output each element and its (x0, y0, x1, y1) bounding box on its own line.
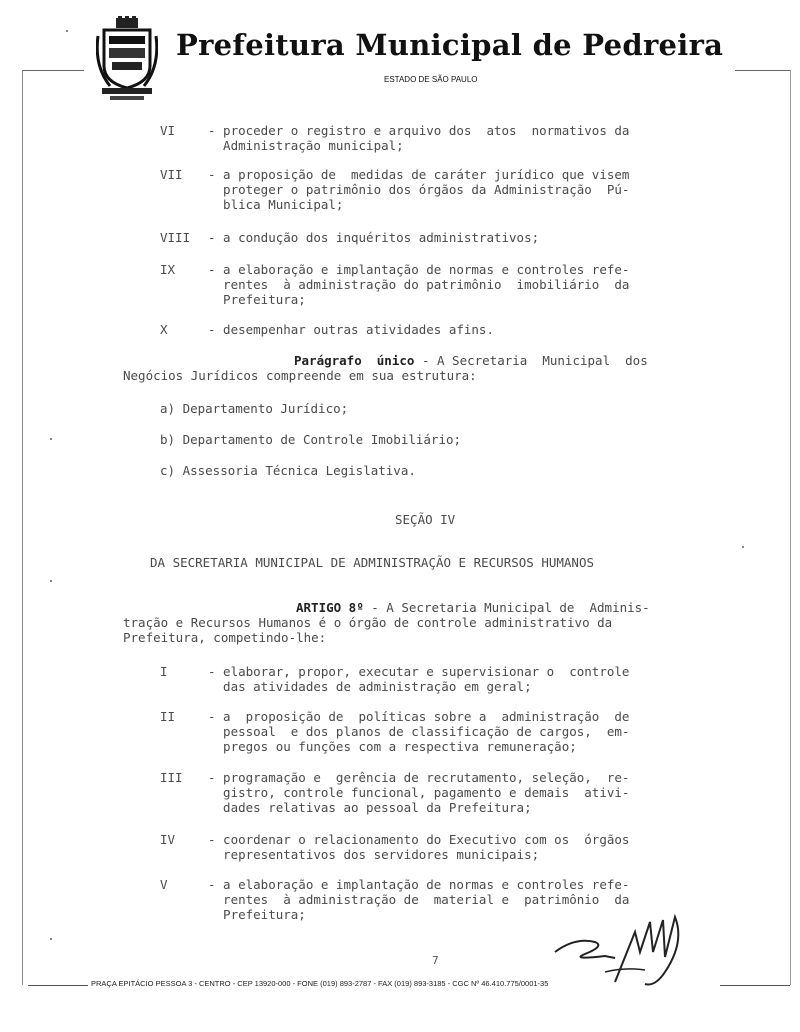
article-line: tração e Recursos Humanos é o órgão de controle administrativo da (123, 615, 613, 630)
item-line: - a proposição de políticas sobre a administração de (208, 709, 630, 724)
item-line: pessoal e dos planos de classificação de cargos, em- (208, 724, 630, 739)
item-number: III (160, 770, 183, 785)
item-line: - proceder o registro e arquivo dos atos normativos da (208, 123, 630, 138)
item-line: pregos ou funções com a respectiva remuneração; (208, 739, 577, 754)
item-line: proteger o patrimônio dos órgãos da Administração Pú- (208, 182, 630, 197)
item-line: Prefeitura; (208, 907, 306, 922)
scan-speck (50, 438, 52, 440)
paragraph-line: Negócios Jurídicos compreende em sua estrutura: (123, 368, 477, 383)
paragraph-line (294, 353, 648, 368)
sub-item: c) Assessoria Técnica Legislativa. (160, 463, 416, 478)
item-line: gistro, controle funcional, pagamento e demais ativi- (208, 785, 630, 800)
header-rule-left (22, 70, 84, 71)
item-number: IX (160, 262, 176, 277)
scan-speck (50, 580, 52, 582)
item-number: VIII (160, 230, 191, 245)
item-line: rentes à administração de material e patrimônio da (208, 892, 630, 907)
sub-item: a) Departamento Jurídico; (160, 401, 349, 416)
item-line: blica Municipal; (208, 197, 344, 212)
header-rule-right (735, 70, 790, 71)
item-number: X (160, 322, 168, 337)
coat-of-arms-icon (96, 16, 158, 102)
section-label: SEÇÃO IV (395, 512, 456, 527)
item-line: representativos dos servidores municipais; (208, 847, 540, 862)
item-number: I (160, 664, 168, 679)
item-line: - a elaboração e implantação de normas e controles refe- (208, 877, 630, 892)
item-line: - programação e gerência de recrutamento, seleção, re- (208, 770, 630, 785)
scan-speck (50, 938, 52, 940)
item-number: VII (160, 167, 183, 182)
item-line: rentes à administração do patrimônio imobiliário da (208, 277, 630, 292)
item-line: das atividades de administração em geral; (208, 679, 532, 694)
item-line: dades relativas ao pessoal da Prefeitura; (208, 800, 532, 815)
item-line: - elaborar, propor, executar e supervisionar o controle (208, 664, 630, 679)
article-line: Prefeitura, competindo-lhe: (123, 630, 327, 645)
item-line: - coordenar o relacionamento do Executivo com os órgãos (208, 832, 630, 847)
frame-rule-left (22, 70, 23, 985)
item-number: IV (160, 832, 176, 847)
signature-icon (545, 912, 695, 992)
frame-rule-right (790, 70, 791, 985)
paragraph-lead: Parágrafo único (294, 353, 415, 368)
scan-speck (66, 30, 68, 32)
page-number: 7 (432, 954, 439, 967)
item-number: V (160, 877, 168, 892)
item-line: - a condução dos inquéritos administrativos; (208, 230, 540, 245)
item-line: - desempenhar outras atividades afins. (208, 322, 494, 337)
item-line: - a elaboração e implantação de normas e controles refe- (208, 262, 630, 277)
page-title: Prefeitura Municipal de Pedreira (176, 28, 724, 62)
article-rest: - A Secretaria Municipal de Adminis- (363, 600, 650, 615)
page-subtitle: ESTADO DE SÃO PAULO (384, 75, 478, 84)
footer-address: PRAÇA EPITÁCIO PESSOA 3 - CENTRO - CEP 13920-000 - FONE (019) 893-2787 - FAX (019) 893-3185 - CGC Nº 46.410.775/0001-35 (88, 979, 551, 988)
footer-rule-left (28, 985, 88, 986)
item-line: Administração municipal; (208, 138, 404, 153)
footer-rule-right (720, 985, 790, 986)
scan-speck (742, 546, 744, 548)
section-heading: DA SECRETARIA MUNICIPAL DE ADMINISTRAÇÃO E RECURSOS HUMANOS (150, 555, 595, 570)
item-line: Prefeitura; (208, 292, 306, 307)
paragraph-rest: - A Secretaria Municipal dos (414, 353, 648, 368)
item-number: II (160, 709, 176, 724)
item-line: - a proposição de medidas de caráter jurídico que visem (208, 167, 630, 182)
article-line (296, 600, 650, 615)
item-number: VI (160, 123, 176, 138)
article-lead: ARTIGO 8º (296, 600, 364, 615)
sub-item: b) Departamento de Controle Imobiliário; (160, 432, 462, 447)
